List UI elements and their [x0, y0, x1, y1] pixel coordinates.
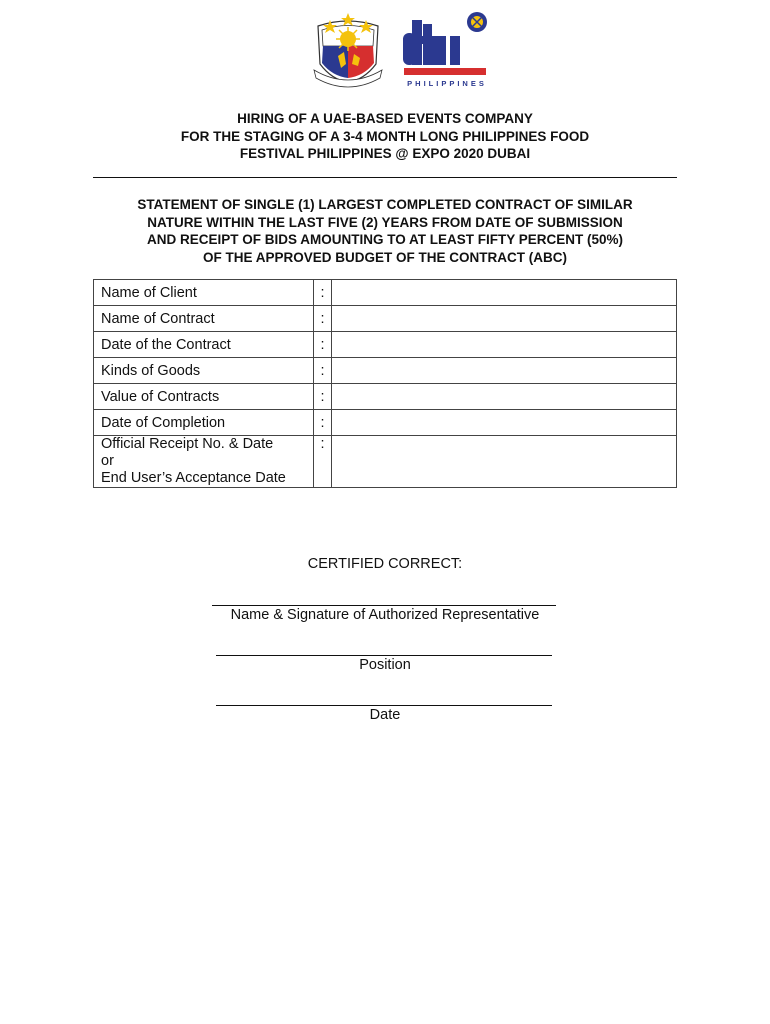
dti-logo-subtext: PHILIPPINES	[407, 79, 487, 88]
row-value-field[interactable]	[332, 436, 677, 488]
row-colon: :	[314, 410, 332, 436]
signature-label: Name & Signature of Authorized Representative	[230, 607, 540, 623]
statement-line: STATEMENT OF SINGLE (1) LARGEST COMPLETED CONTRACT OF SIMILAR	[137, 197, 633, 212]
row-label	[94, 436, 314, 488]
header-logos	[0, 0, 770, 95]
row-colon: :	[314, 332, 332, 358]
row-value-field[interactable]	[332, 410, 677, 436]
statement-line: NATURE WITHIN THE LAST FIVE (2) YEARS FROM DATE OF SUBMISSION	[147, 214, 623, 230]
row-label: Date of Completion	[94, 410, 314, 436]
row-label: Name of Contract	[94, 306, 314, 332]
statement-line: OF THE APPROVED BUDGET OF THE CONTRACT (ABC)	[203, 249, 567, 265]
row-value-field[interactable]	[332, 384, 677, 410]
contract-details-table	[93, 279, 677, 488]
date-line[interactable]	[216, 705, 552, 706]
row-label: Date of the Contract	[94, 332, 314, 358]
row-label-line: End User’s Acceptance Date	[101, 470, 286, 486]
row-value-field[interactable]	[332, 358, 677, 384]
row-colon: :	[314, 280, 332, 306]
title-line: FESTIVAL PHILIPPINES @ EXPO 2020 DUBAI	[239, 146, 531, 161]
row-label-line: or	[101, 453, 114, 469]
table-row	[94, 280, 677, 306]
row-label: Value of Contracts	[94, 384, 314, 410]
row-colon: :	[314, 384, 332, 410]
table-row	[94, 306, 677, 332]
row-label-line: Official Receipt No. & Date	[101, 436, 274, 452]
document-title	[95, 110, 675, 163]
table-row	[94, 332, 677, 358]
philippine-seal-icon	[308, 8, 388, 88]
date-label: Date	[369, 707, 401, 723]
row-colon: :	[314, 436, 332, 488]
statement-line: AND RECEIPT OF BIDS AMOUNTING TO AT LEAST FIFTY PERCENT (50%)	[146, 232, 624, 247]
row-value-field[interactable]	[332, 332, 677, 358]
title-divider	[93, 177, 677, 178]
row-colon: :	[314, 358, 332, 384]
row-value-field[interactable]	[332, 280, 677, 306]
position-label: Position	[359, 657, 411, 673]
dti-logo-icon	[400, 8, 495, 88]
title-line: HIRING OF A UAE-BASED EVENTS COMPANY	[237, 111, 533, 126]
position-line[interactable]	[216, 655, 552, 656]
row-label: Name of Client	[94, 280, 314, 306]
table-row	[94, 436, 677, 488]
signature-line[interactable]	[212, 605, 556, 606]
table-row	[94, 384, 677, 410]
certified-correct-heading: CERTIFIED CORRECT:	[307, 556, 463, 572]
title-line: FOR THE STAGING OF A 3-4 MONTH LONG PHILIPPINES FOOD	[180, 128, 590, 144]
table-row	[94, 358, 677, 384]
statement-heading	[90, 196, 680, 266]
row-label: Kinds of Goods	[94, 358, 314, 384]
row-value-field[interactable]	[332, 306, 677, 332]
table-row	[94, 410, 677, 436]
row-colon: :	[314, 306, 332, 332]
